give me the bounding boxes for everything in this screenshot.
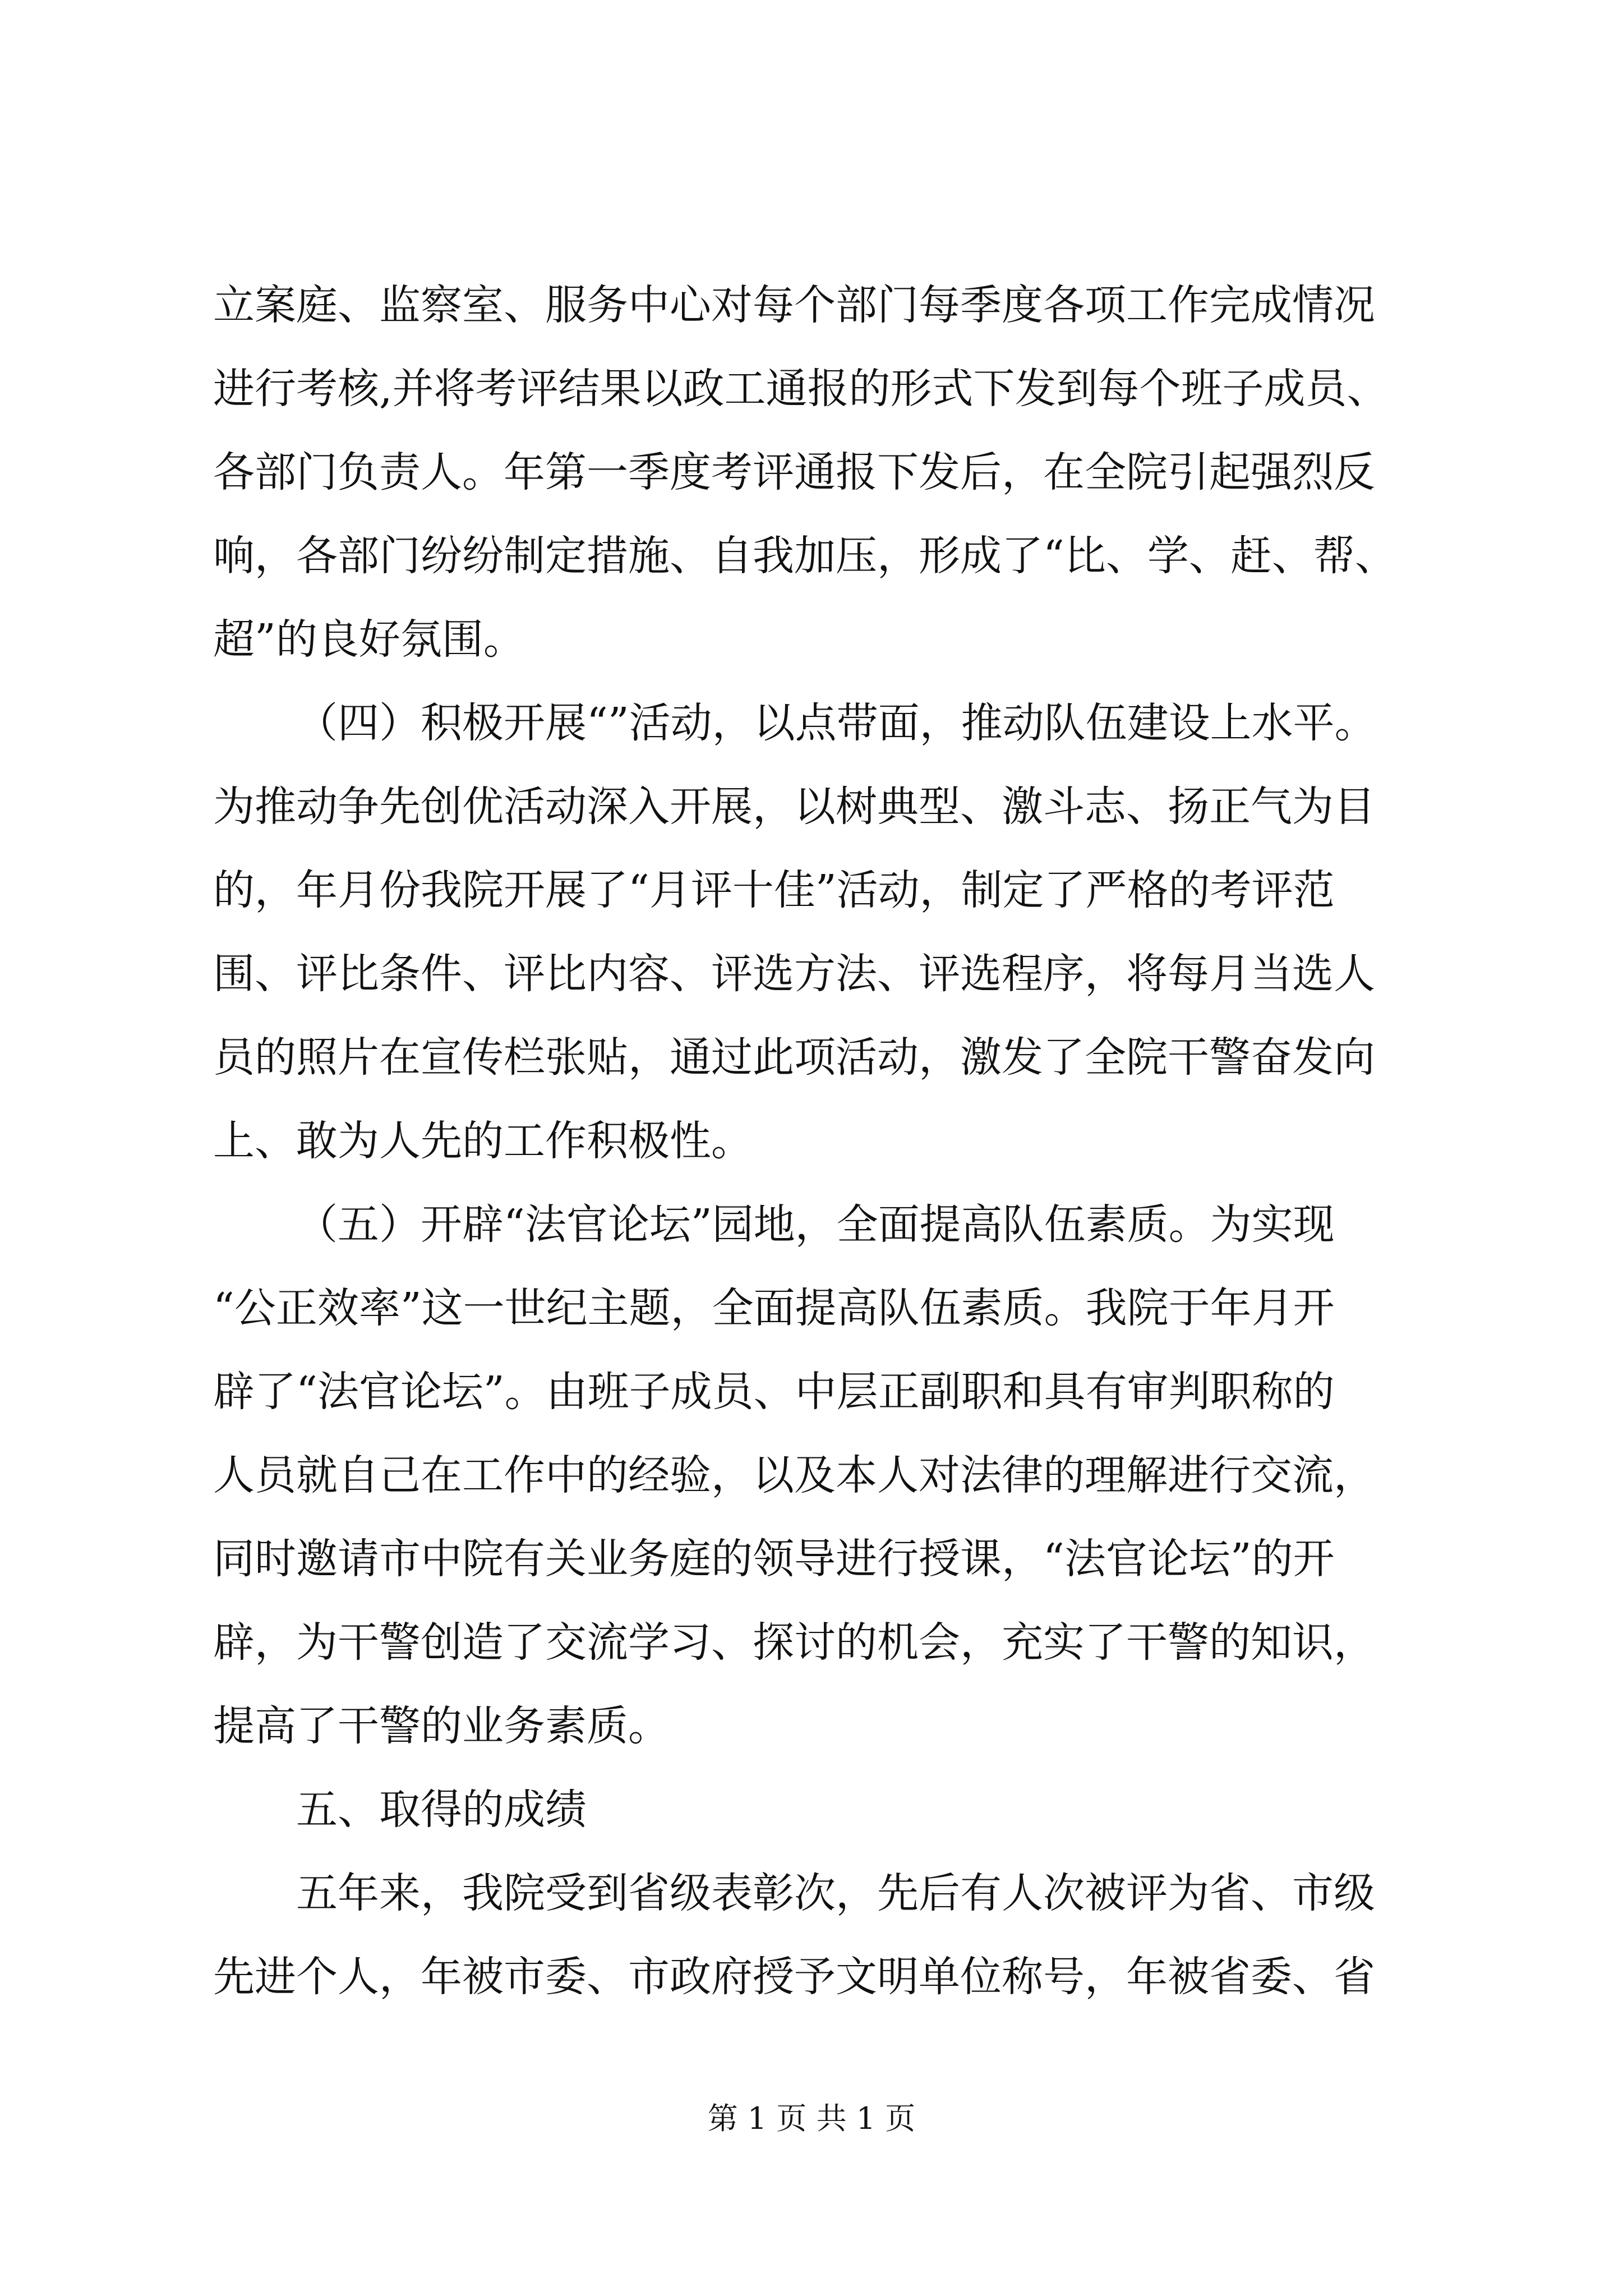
text-line: 围、评比条件、评比内容、评选方法、评选程序，将每月当选人 (213, 950, 1375, 998)
text-line: 辟了“法官论坛”。由班子成员、中层正副职和具有审判职称的 (213, 1368, 1335, 1416)
section-heading-five: （五）开辟“法官论坛”园地，全面提高队伍素质。为实现 (296, 1200, 1335, 1249)
text-line: 超”的良好氛围。 (213, 615, 525, 664)
section-heading-four: （四）积极开展“”活动，以点带面，推动队伍建设上水平。 (296, 699, 1376, 747)
text-line: 同时邀请市中院有关业务庭的领导进行授课，“法官论坛”的开 (213, 1535, 1335, 1583)
text-line: 为推动争先创优活动深入开展，以树典型、激斗志、扬正气为目 (213, 783, 1375, 831)
document-body (213, 264, 1441, 2019)
text-line: 人员就自己在工作中的经验，以及本人对法律的理解进行交流， (213, 1451, 1375, 1499)
text-line: 的，年月份我院开展了“月评十佳”活动，制定了严格的考评范 (213, 866, 1335, 914)
text-line: 员的照片在宣传栏张贴，通过此项活动，激发了全院干警奋发向 (213, 1033, 1375, 1082)
text-line: 提高了干警的业务素质。 (213, 1702, 670, 1750)
text-line: “公正效率”这一世纪主题，全面提高队伍素质。我院于年月开 (213, 1284, 1335, 1332)
paragraph-first-line: 五年来，我院受到省级表彰次，先后有人次被评为省、市级 (296, 1869, 1375, 1917)
text-line: 上、敢为人先的工作积极性。 (213, 1117, 753, 1165)
text-line: 辟，为干警创造了交流学习、探讨的机会，充实了干警的知识， (213, 1618, 1375, 1667)
text-line: 先进个人，年被市委、市政府授予文明单位称号，年被省委、省 (213, 1953, 1375, 2001)
text-line: 立案庭、监察室、服务中心对每个部门每季度各项工作完成情况 (213, 281, 1375, 329)
section-title-achievements: 五、取得的成绩 (296, 1786, 587, 1834)
text-line: 进行考核,并将考评结果以政工通报的形式下发到每个班子成员、 (213, 365, 1389, 413)
page-footer: 第 1 页 共 1 页 (707, 2101, 916, 2136)
text-line: 各部门负责人。年第一季度考评通报下发后，在全院引起强烈反 (213, 448, 1375, 496)
text-line: 响，各部门纷纷制定措施、自我加压，形成了“比、学、赶、帮、 (213, 532, 1396, 580)
